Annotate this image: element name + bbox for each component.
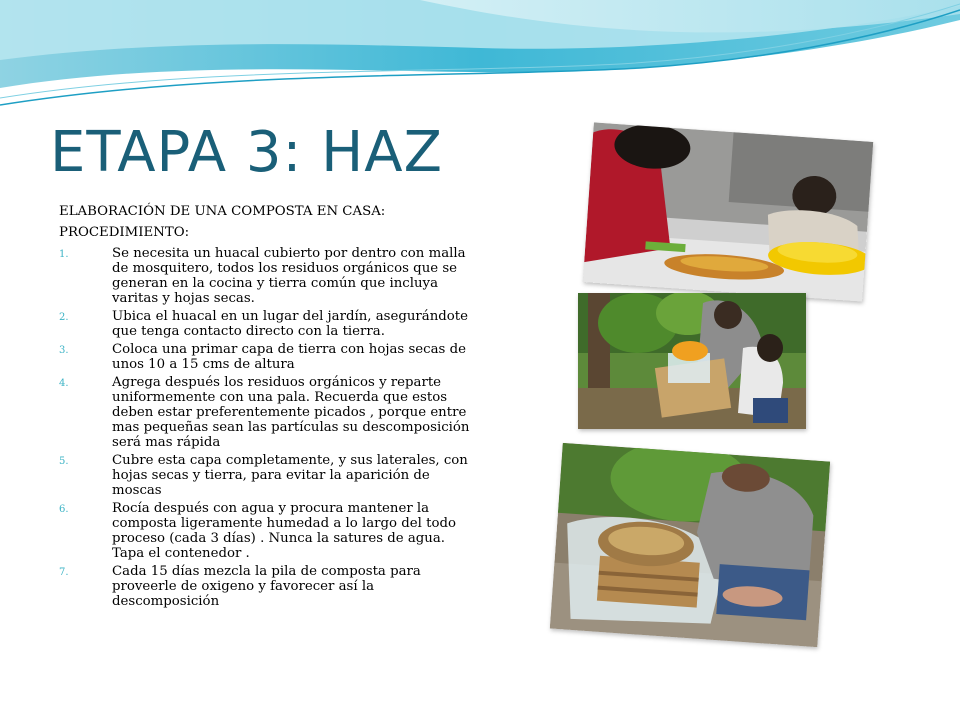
step-item [59,309,471,339]
step-number: 3. [59,345,69,356]
step-text: Agrega después los residuos orgánicos y reparte uniformemente con una pala. Recuerda que estos deben estar preferentemente picados , porque entre mas pequeñas sean las partículas su descomposición será mas rápida [112,375,470,450]
photo-garden-crate [578,293,806,429]
step-item [59,246,471,306]
step-item [59,564,471,609]
step-number: 7. [59,567,69,578]
page-title: ETAPA 3: HAZ [50,120,443,185]
step-text: Se necesita un huacal cubierto por dentro con malla de mosquitero, todos los residuos orgánicos que se generan en la cocina y tierra común que incluya varitas y hojas secas. [112,246,466,306]
section-heading: ELABORACIÓN DE UNA COMPOSTA EN CASA: [59,204,386,219]
step-text: Cubre esta capa completamente, y sus laterales, con hojas secas y tierra, para evitar la aparición de moscas [112,453,468,498]
step-number: 4. [59,378,69,389]
step-item [59,342,471,372]
photo-sorting-scraps [583,122,873,301]
header-wave-decoration [0,0,960,115]
step-item [59,453,471,498]
step-number: 5. [59,456,69,467]
procedure-heading: PROCEDIMIENTO: [59,225,190,240]
photo-adding-compost [550,443,830,647]
content-body [59,204,471,612]
step-text: Ubica el huacal en un lugar del jardín, asegurándote que tenga contacto directo con la tierra. [112,309,469,339]
step-text: Cada 15 días mezcla la pila de composta para proveerle de oxigeno y favorecer así la descomposición [112,564,421,609]
step-text: Coloca una primar capa de tierra con hojas secas de unos 10 a 15 cms de altura [112,342,466,372]
procedure-steps [59,246,471,609]
step-text: Rocía después con agua y procura mantener la composta ligeramente humedad a lo largo del todo proceso (cada 3 días) . Nunca la satures de agua. Tapa el contenedor . [112,501,456,561]
step-item [59,375,471,450]
step-number: 2. [59,312,69,323]
step-item [59,501,471,561]
step-number: 1. [59,249,69,260]
step-number: 6. [59,504,69,515]
